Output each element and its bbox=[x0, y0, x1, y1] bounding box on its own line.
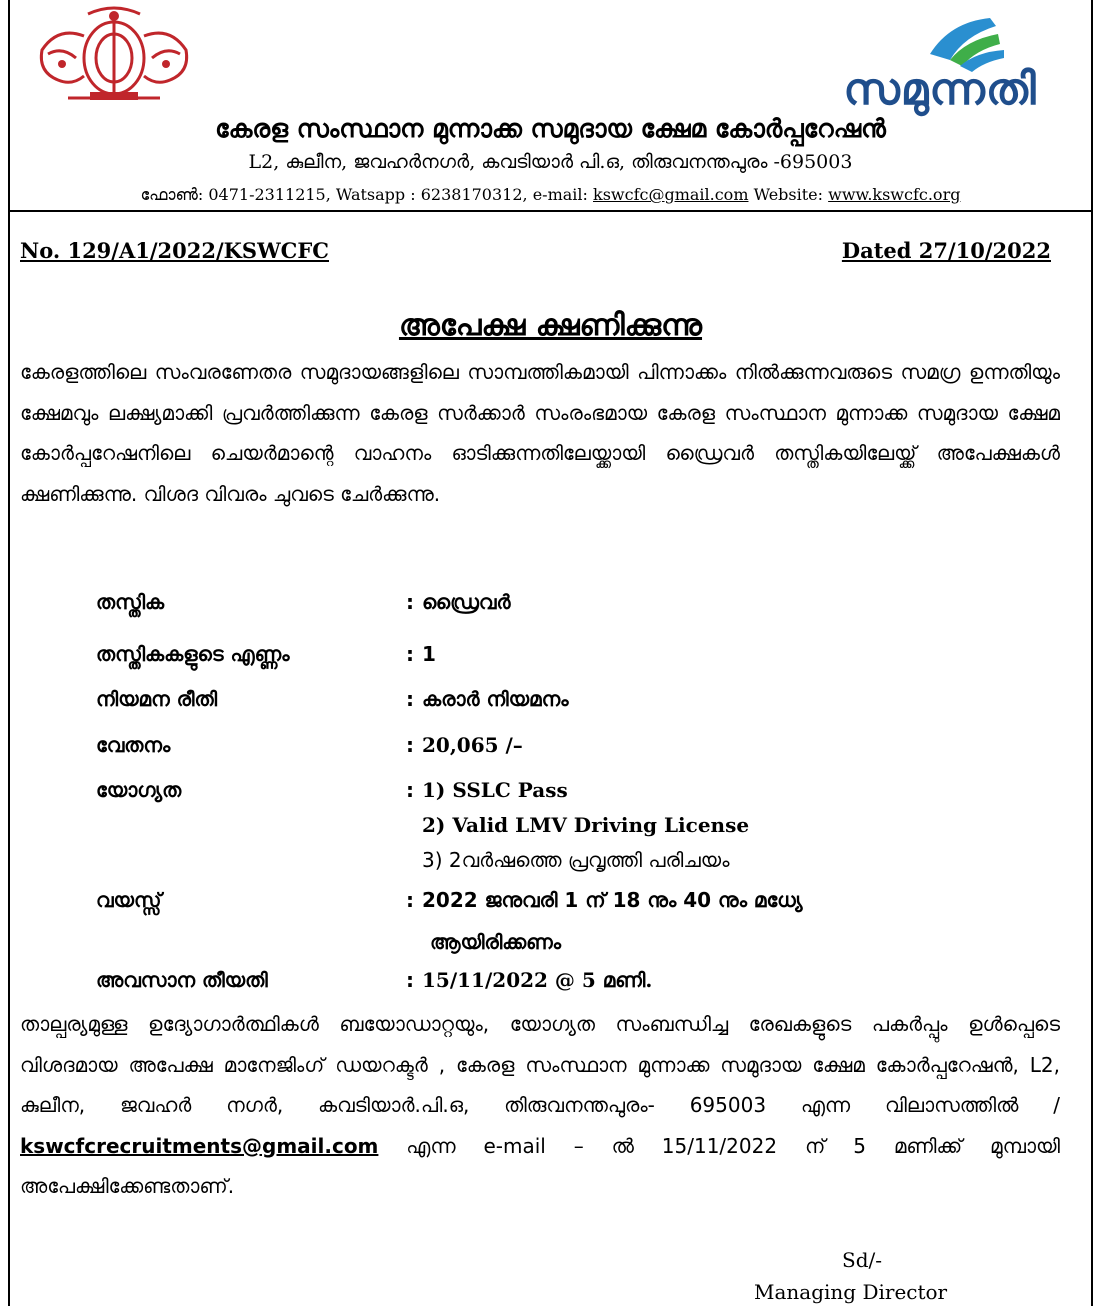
qualification-2: 2) Valid LMV Driving License bbox=[422, 813, 750, 837]
colon: : bbox=[406, 888, 414, 912]
reference-number: No. 129/A1/2022/KSWCFC bbox=[20, 238, 329, 263]
intro-paragraph: കേരളത്തിലെ സംവരണേതര സമുദായങ്ങളിലെ സാമ്പത്തികമായി പിന്നാക്കം നിൽക്കുന്നവരുടെ സമഗ്ര ഉന്നതിയും ക്ഷേമവും ലക്ഷ്യമാക്കി പ്രവർത്തിക്കുന്ന കേരള സർക്കാർ സംരംഭമായ കേരള സംസ്ഥാന മുന്നാക്ക സമുദായ ക്ഷേമ കോർപ്പറേഷനിലെ ചെയർമാന്റെ വാഹനം ഓടിക്കുന്നതിലേയ്ക്കായി ഡ്രൈവർ തസ്തികയിലേയ്ക്ക് അപേക്ഷകൾ ക്ഷണിക്കുന്നു. വിശദ വിവരം ചുവടെ ചേർക്കുന്നു. bbox=[20, 360, 1060, 506]
vacancies-label: തസ്തികകളുടെ എണ്ണം bbox=[96, 642, 290, 666]
closing-paragraph bbox=[20, 1004, 1060, 1207]
vacancies-value: 1 bbox=[422, 642, 436, 666]
deadline-value: 15/11/2022 @ 5 മണി. bbox=[422, 968, 653, 992]
contact-email-link[interactable]: kswcfc@gmail.com bbox=[593, 185, 749, 204]
salary-value: 20,065 /– bbox=[422, 733, 523, 757]
letterhead bbox=[10, 0, 1091, 212]
samunnathi-logo bbox=[800, 14, 1080, 114]
organization-contact bbox=[10, 185, 1091, 205]
colon: : bbox=[406, 968, 414, 992]
signature-designation: Managing Director bbox=[754, 1280, 948, 1304]
mode-label: നിയമന രീതി bbox=[96, 687, 218, 711]
mode-value: കരാർ നിയമനം bbox=[422, 687, 569, 711]
post-value: ഡ്രൈവർ bbox=[422, 590, 511, 614]
deadline-label: അവസാന തീയതി bbox=[96, 968, 268, 992]
colon: : bbox=[406, 590, 414, 614]
logo-text: സമുന്നതി bbox=[843, 64, 1037, 115]
closing-text-1: താല്പര്യമുള്ള ഉദ്യോഗാർത്ഥികൾ ബയോഡാറ്റയും, യോഗ്യത സംബന്ധിച്ച രേഖകളുടെ പകർപ്പും ഉൾപ്പെടെ വിശദമായ അപേക്ഷ മാനേജിംഗ് ഡയറക്ടർ , കേരള സംസ്ഥാന മുന്നാക്ക സമുദായ ക്ഷേമ കോർപ്പറേഷൻ, L2, കുലീന, ജവഹർ നഗർ, കവടിയാർ.പി.ഒ, തിരുവനന്തപുരം- 695003 എന്ന വിലാസത്തിൽ / bbox=[20, 1012, 1060, 1117]
qualification-3: 3) 2വർഷത്തെ പ്രവൃത്തി പരിചയം bbox=[422, 848, 730, 872]
reference-date: Dated 27/10/2022 bbox=[841, 238, 1051, 263]
recruitment-email-link[interactable]: kswcfcrecruitments@gmail.com bbox=[20, 1133, 379, 1158]
salary-label: വേതനം bbox=[96, 733, 171, 757]
age-value: 2022 ജനുവരി 1 ന് 18 നും 40 നും മധ്യേ bbox=[422, 888, 803, 912]
closing-text-2: എന്ന e-mail – ൽ 15/11/2022 ന് 5 മണിക്ക് മുമ്പായി അപേക്ഷിക്കേണ്ടതാണ്. bbox=[20, 1133, 1060, 1198]
kerala-emblem-icon bbox=[28, 6, 200, 106]
notice-title: അപേക്ഷ ക്ഷണിക്കുന്നു bbox=[398, 308, 703, 343]
qualification-label: യോഗ്യത bbox=[96, 778, 182, 802]
age-value-continued: ആയിരിക്കണം bbox=[430, 930, 562, 954]
post-label: തസ്തിക bbox=[96, 590, 165, 614]
colon: : bbox=[406, 778, 414, 802]
qualification-1: 1) SSLC Pass bbox=[422, 778, 568, 802]
website-link[interactable]: www.kswcfc.org bbox=[828, 185, 961, 204]
organization-address: L2, കുലീന, ജവഹർനഗർ, കവടിയാർ പി.ഒ, തിരുവനന്തപുരം -695003 bbox=[248, 151, 853, 173]
colon: : bbox=[406, 687, 414, 711]
colon: : bbox=[406, 733, 414, 757]
contact-phone: ഫോൺ: 0471-2311215, Watsapp : 6238170312, e-mail: bbox=[140, 185, 593, 204]
signature-sd: Sd/- bbox=[842, 1248, 882, 1272]
website-label: Website: bbox=[748, 185, 829, 204]
age-label: വയസ്സ് bbox=[96, 888, 162, 912]
colon: : bbox=[406, 642, 414, 666]
organization-name: കേരള സംസ്ഥാന മുന്നാക്ക സമുദായ ക്ഷേമ കോർപ്പറേഷൻ bbox=[215, 114, 886, 143]
